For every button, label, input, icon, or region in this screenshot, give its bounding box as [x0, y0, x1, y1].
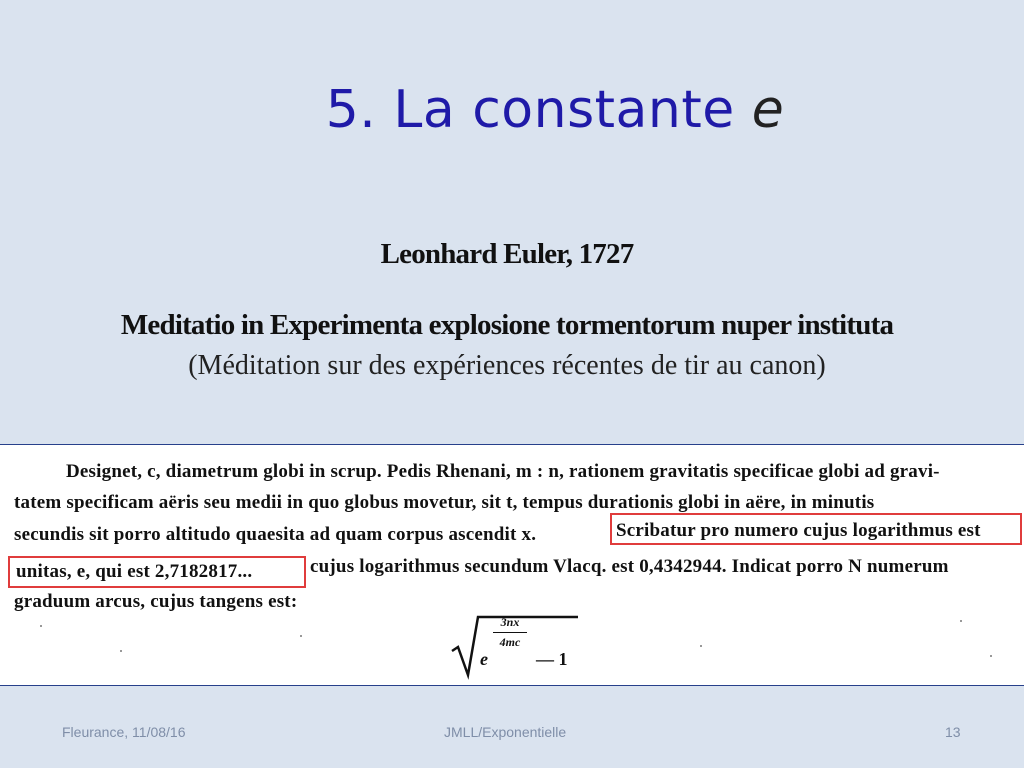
scan-line-5: graduum arcus, cujus tangens est:	[14, 591, 298, 612]
footer-center: JMLL/Exponentielle	[444, 724, 567, 740]
scan-line-4: cujus logarithmus secundum Vlacq. est 0,4342944. Indicat porro N numerum	[310, 556, 949, 577]
formula-base: e	[480, 649, 488, 669]
page-number: 13	[945, 724, 961, 740]
fraction-bar	[493, 632, 527, 633]
formula-exponent	[493, 615, 527, 650]
highlight-box-value	[8, 556, 306, 588]
scan-speck	[990, 655, 992, 657]
scan-line-3: secundis sit porro altitudo quaesita ad quam corpus ascendit x.	[14, 524, 537, 545]
formula-exponent-denominator: 4mc	[499, 635, 521, 649]
work-translation: (Méditation sur des expériences récentes de tir au canon)	[188, 350, 826, 381]
author-line: Leonhard Euler, 1727	[380, 238, 634, 270]
scan-speck	[120, 650, 122, 652]
footer-left: Fleurance, 11/08/16	[62, 724, 186, 740]
scan-line-4-highlight: unitas, e, qui est 2,7182817...	[16, 561, 253, 582]
scan-speck	[300, 635, 302, 637]
slide-title	[0, 80, 1024, 140]
formula-minus-one: — 1	[536, 649, 568, 669]
slide-title-variable: e	[751, 80, 785, 140]
scan-line-1: Designet, c, diametrum globi in scrup. Pedis Rhenani, m : n, rationem gravitatis specificae globi ad gravi-	[66, 461, 940, 482]
formula-exponent-numerator: 3nx	[500, 615, 520, 629]
scan-speck	[960, 620, 962, 622]
scan-speck	[700, 645, 702, 647]
work-title: Meditatio in Experimenta explosione tormentorum nuper instituta	[120, 309, 894, 341]
scan-line-2: tatem specificam aëris seu medii in quo globus movetur, sit t, tempus durationis globi in aëre, in minutis	[14, 492, 875, 513]
scanned-excerpt	[0, 444, 1024, 686]
scan-line-3-highlight: Scribatur pro numero cujus logarithmus est	[616, 520, 981, 541]
tangent-formula	[448, 611, 588, 681]
scan-speck	[40, 625, 42, 627]
slide-title-text: 5. La constante	[325, 80, 752, 140]
highlight-box-definition	[610, 513, 1022, 545]
